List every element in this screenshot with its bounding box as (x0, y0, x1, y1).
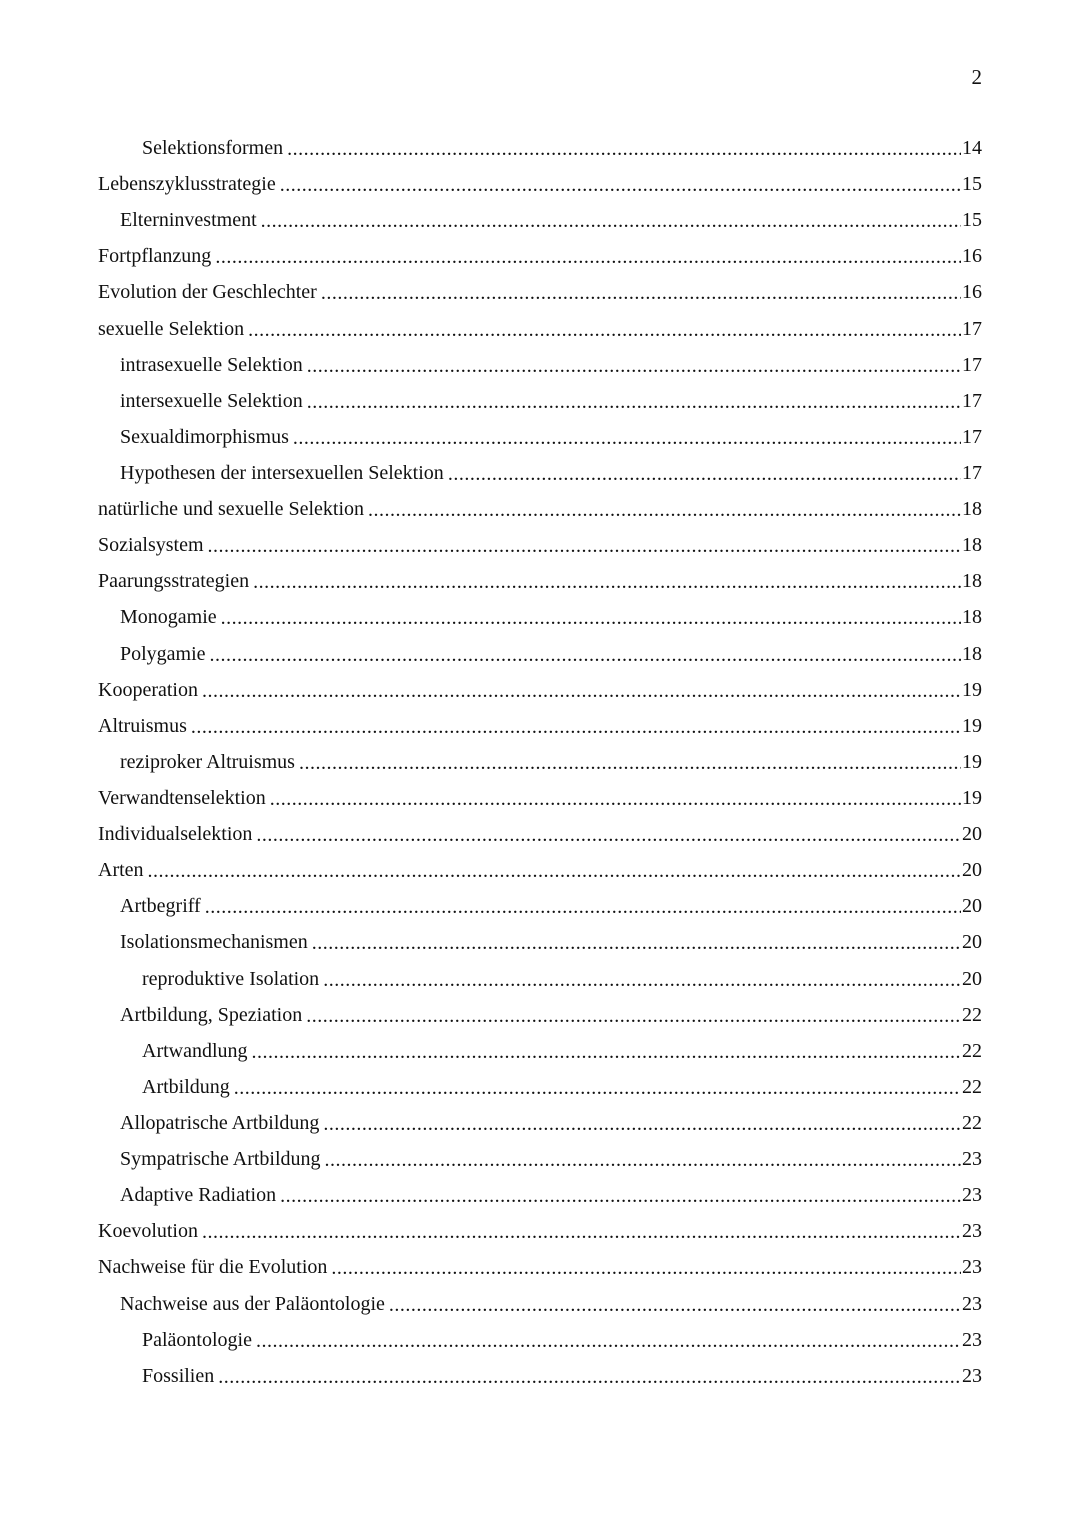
toc-dot-leader (202, 1220, 961, 1244)
toc-entry (98, 347, 982, 383)
toc-entry-title: reziproker Altruismus (120, 750, 295, 773)
toc-entry (98, 130, 982, 166)
toc-entry-title: Hypothesen der intersexuellen Selektion (120, 462, 444, 485)
toc-entry-page: 18 (962, 570, 982, 593)
toc-entry (98, 1141, 982, 1177)
toc-entry-page: 22 (962, 1112, 982, 1134)
toc-entry-page: 15 (962, 173, 982, 196)
toc-dot-leader (221, 606, 961, 630)
toc-entry (98, 744, 982, 780)
toc-entry (98, 311, 982, 347)
toc-entry (98, 924, 982, 960)
toc-entry (98, 527, 982, 563)
toc-entry (98, 1033, 982, 1069)
toc-entry-title: Fortpflanzung (98, 245, 212, 268)
toc-dot-leader (202, 679, 961, 703)
toc-entry (98, 1358, 982, 1394)
toc-entry (98, 1286, 982, 1322)
toc-entry-title: Polygamie (120, 642, 206, 665)
toc-dot-leader (261, 209, 961, 233)
toc-entry (98, 1322, 982, 1358)
toc-entry-page: 16 (962, 245, 982, 268)
toc-entry-page: 20 (962, 859, 982, 882)
toc-entry-title: Fossilien (142, 1364, 215, 1387)
toc-entry-page: 23 (962, 1184, 982, 1207)
toc-entry-title: sexuelle Selektion (98, 317, 245, 340)
toc-entry-title: Adaptive Radiation (120, 1184, 277, 1207)
toc-entry (98, 1069, 982, 1105)
toc-entry (98, 816, 982, 852)
toc-entry-page: 20 (962, 967, 982, 990)
toc-entry-title: Altruismus (98, 714, 187, 737)
toc-entry-page: 18 (962, 498, 982, 521)
page-number: 2 (971, 65, 982, 89)
toc-dot-leader (270, 787, 961, 811)
toc-entry-page: 23 (962, 1292, 982, 1315)
toc-entry-page: 23 (962, 1220, 982, 1243)
toc-dot-leader (312, 931, 961, 955)
toc-entry (98, 672, 982, 708)
toc-entry-page: 19 (962, 678, 982, 701)
toc-entry (98, 455, 982, 491)
toc-entry-title: Selektionsformen (142, 137, 284, 160)
toc-entry (98, 238, 982, 274)
toc-entry (98, 961, 982, 997)
toc-entry (98, 636, 982, 672)
toc-entry-title: Koevolution (98, 1220, 198, 1243)
toc-entry-title: reproduktive Isolation (142, 967, 320, 990)
toc-entry-title: Artbildung (142, 1075, 230, 1098)
toc-entry-title: Paläontologie (142, 1328, 252, 1351)
toc-entry (98, 383, 982, 419)
toc-dot-leader (299, 751, 961, 775)
toc-entry-page: 22 (962, 1003, 982, 1026)
toc-entry (98, 166, 982, 202)
toc-entry (98, 997, 982, 1033)
toc-dot-leader (256, 1329, 961, 1353)
toc-entry (98, 888, 982, 924)
toc-entry-title: Lebenszyklusstrategie (98, 173, 276, 196)
toc-dot-leader (253, 570, 961, 594)
toc-dot-leader (368, 498, 961, 522)
toc-entry-page: 20 (962, 895, 982, 918)
toc-entry-title: Allopatrische Artbildung (120, 1112, 320, 1134)
toc-entry-page: 20 (962, 823, 982, 846)
toc-entry-title: Verwandtenselektion (98, 787, 266, 810)
toc-dot-leader (293, 426, 961, 450)
toc-dot-leader (307, 390, 961, 414)
toc-dot-leader (218, 1365, 961, 1389)
toc-entry (98, 202, 982, 238)
toc-entry-page: 18 (962, 534, 982, 557)
toc-entry (98, 1213, 982, 1249)
toc-entry-page: 23 (962, 1364, 982, 1387)
toc-dot-leader (205, 895, 961, 919)
toc-entry-title: Paarungsstrategien (98, 570, 250, 593)
toc-entry-title: Sozialsystem (98, 534, 204, 557)
toc-entry-page: 16 (962, 281, 982, 304)
toc-entry-title: Nachweise aus der Paläontologie (120, 1292, 385, 1315)
toc-entry-title: Artbildung, Speziation (120, 1003, 303, 1026)
toc-dot-leader (210, 643, 961, 667)
toc-dot-leader (306, 1004, 961, 1028)
toc-entry-title: Sympatrische Artbildung (120, 1148, 321, 1171)
toc-entry-title: Evolution der Geschlechter (98, 281, 317, 304)
table-of-contents (98, 130, 982, 1394)
toc-entry-page: 18 (962, 642, 982, 665)
toc-dot-leader (148, 859, 961, 883)
toc-entry-title: Arten (98, 859, 144, 882)
toc-entry-page: 22 (962, 1039, 982, 1062)
toc-entry (98, 563, 982, 599)
toc-entry-page: 17 (962, 317, 982, 340)
toc-entry-page: 19 (962, 787, 982, 810)
toc-entry-title: Nachweise für die Evolution (98, 1256, 328, 1279)
toc-entry-page: 23 (962, 1256, 982, 1279)
toc-entry (98, 708, 982, 744)
toc-dot-leader (191, 715, 961, 739)
toc-entry-page: 23 (962, 1328, 982, 1351)
toc-dot-leader (234, 1076, 961, 1100)
toc-entry-page: 15 (962, 209, 982, 232)
toc-entry (98, 852, 982, 888)
toc-entry-title: Elterninvestment (120, 209, 257, 232)
toc-entry-title: Artbegriff (120, 895, 201, 918)
toc-dot-leader (323, 968, 961, 992)
toc-entry-page: 17 (962, 462, 982, 485)
toc-dot-leader (331, 1256, 961, 1280)
toc-dot-leader (248, 318, 961, 342)
toc-entry-page: 17 (962, 389, 982, 412)
toc-entry-page: 17 (962, 353, 982, 376)
toc-dot-leader (256, 823, 961, 847)
toc-dot-leader (307, 354, 961, 378)
toc-entry-page: 14 (962, 137, 982, 160)
toc-entry (98, 419, 982, 455)
toc-entry (98, 1249, 982, 1285)
toc-dot-leader (280, 173, 961, 197)
toc-entry (98, 491, 982, 527)
toc-dot-leader (323, 1112, 961, 1136)
toc-entry (98, 274, 982, 310)
toc-entry-title: Artwandlung (142, 1039, 248, 1062)
toc-dot-leader (448, 462, 961, 486)
toc-entry (98, 599, 982, 635)
toc-entry-title: Kooperation (98, 678, 198, 701)
toc-entry-page: 17 (962, 425, 982, 448)
toc-dot-leader (215, 245, 961, 269)
toc-dot-leader (389, 1293, 961, 1317)
toc-entry (98, 1105, 982, 1141)
toc-entry-page: 18 (962, 606, 982, 629)
toc-entry-title: natürliche und sexuelle Selektion (98, 498, 365, 521)
toc-entry (98, 1177, 982, 1213)
toc-entry-title: intersexuelle Selektion (120, 389, 303, 412)
toc-dot-leader (208, 534, 961, 558)
toc-entry-page: 22 (962, 1075, 982, 1098)
toc-dot-leader (325, 1148, 961, 1172)
toc-entry-title: intrasexuelle Selektion (120, 353, 303, 376)
toc-entry-page: 20 (962, 931, 982, 954)
toc-entry (98, 780, 982, 816)
toc-dot-leader (280, 1184, 961, 1208)
toc-entry-page: 19 (962, 714, 982, 737)
toc-entry-page: 23 (962, 1148, 982, 1171)
toc-entry-title: Individualselektion (98, 823, 253, 846)
toc-dot-leader (252, 1040, 961, 1064)
toc-dot-leader (287, 137, 961, 161)
toc-entry-title: Sexualdimorphismus (120, 425, 289, 448)
toc-entry-page: 19 (962, 750, 982, 773)
toc-entry-title: Monogamie (120, 606, 217, 629)
toc-entry-title: Isolationsmechanismen (120, 931, 308, 954)
toc-dot-leader (321, 281, 961, 305)
